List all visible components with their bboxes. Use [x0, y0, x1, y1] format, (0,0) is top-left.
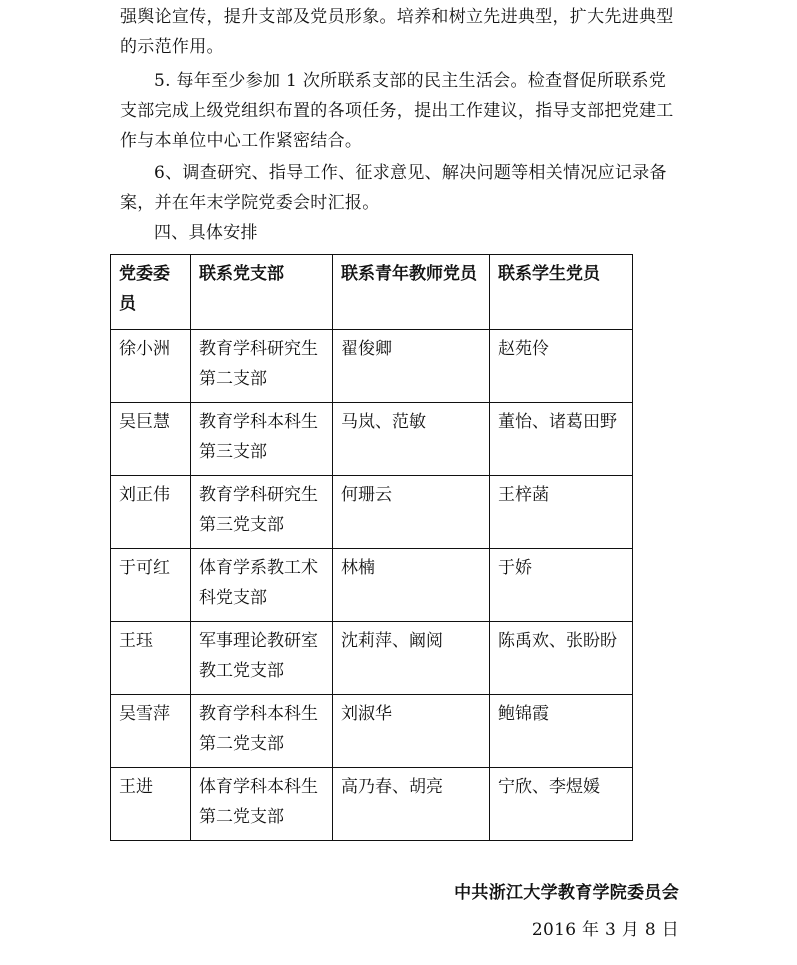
- paragraph-item-5: 5. 每年至少参加 1 次所联系支部的民主生活会。检查督促所联系党支部完成上级党组织布置的各项任务，提出工作建议，指导支部把党建工作与本单位中心工作紧密结合。: [120, 71, 674, 151]
- cell-branch: 体育学科本科生第二党支部: [191, 768, 333, 841]
- paragraph-publicity: 强舆论宣传，提升支部及党员形象。培养和树立先进典型，扩大先进典型的示范作用。: [120, 7, 674, 57]
- table-header-row: [111, 255, 633, 330]
- cell-student: 赵苑伶: [490, 330, 633, 403]
- cell-teacher: 林楠: [333, 549, 490, 622]
- cell-member: 王进: [111, 768, 191, 841]
- signature-organization: 中共浙江大学教育学院委员会: [454, 883, 679, 903]
- header-student-member: 联系学生党员: [490, 255, 633, 330]
- header-young-teacher: 联系青年教师党员: [333, 255, 490, 330]
- cell-teacher: 马岚、范敏: [333, 403, 490, 476]
- assignment-table: [110, 254, 633, 841]
- cell-teacher: 翟俊卿: [333, 330, 490, 403]
- cell-member: 王珏: [111, 622, 191, 695]
- cell-student: 王梓菡: [490, 476, 633, 549]
- table-row: [111, 403, 633, 476]
- cell-member: 刘正伟: [111, 476, 191, 549]
- signature-date: 2016 年 3 月 8 日: [531, 920, 679, 940]
- cell-teacher: 高乃春、胡亮: [333, 768, 490, 841]
- header-branch: 联系党支部: [191, 255, 333, 330]
- table-row: [111, 330, 633, 403]
- cell-teacher: 沈莉萍、阚阅: [333, 622, 490, 695]
- paragraph-item-6: 6、调查研究、指导工作、征求意见、解决问题等相关情况应记录备案，并在年末学院党委会时汇报。: [120, 163, 667, 213]
- cell-branch: 军事理论教研室教工党支部: [191, 622, 333, 695]
- cell-member: 徐小洲: [111, 330, 191, 403]
- section-heading-arrangement: 四、具体安排: [154, 223, 258, 243]
- cell-teacher: 刘淑华: [333, 695, 490, 768]
- header-committee-member: 党委委员: [111, 255, 191, 330]
- cell-teacher: 何珊云: [333, 476, 490, 549]
- table-row: [111, 549, 633, 622]
- cell-student: 陈禹欢、张盼盼: [490, 622, 633, 695]
- cell-branch: 教育学科研究生第三党支部: [191, 476, 333, 549]
- cell-student: 宁欣、李煜媛: [490, 768, 633, 841]
- cell-member: 于可红: [111, 549, 191, 622]
- cell-student: 于娇: [490, 549, 633, 622]
- cell-branch: 体育学系教工术科党支部: [191, 549, 333, 622]
- table-row: [111, 768, 633, 841]
- table-row: [111, 476, 633, 549]
- cell-member: 吴雪萍: [111, 695, 191, 768]
- table-row: [111, 695, 633, 768]
- cell-student: 鲍锦霞: [490, 695, 633, 768]
- cell-branch: 教育学科本科生第三支部: [191, 403, 333, 476]
- cell-member: 吴巨慧: [111, 403, 191, 476]
- cell-student: 董怡、诸葛田野: [490, 403, 633, 476]
- cell-branch: 教育学科研究生第二支部: [191, 330, 333, 403]
- table-row: [111, 622, 633, 695]
- cell-branch: 教育学科本科生第二党支部: [191, 695, 333, 768]
